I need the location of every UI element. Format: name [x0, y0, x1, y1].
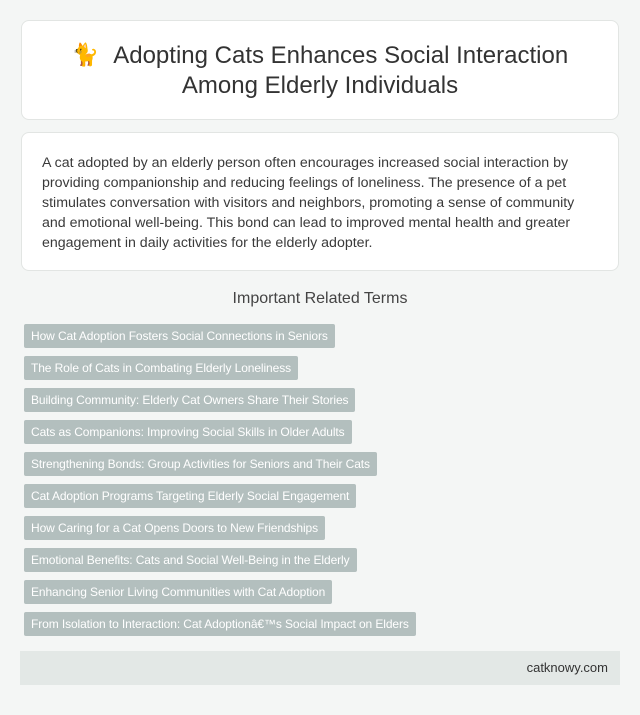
- related-term-link[interactable]: Emotional Benefits: Cats and Social Well-Being in the Elderly: [24, 548, 357, 572]
- related-terms-heading: Important Related Terms: [232, 290, 408, 307]
- related-term-link[interactable]: Enhancing Senior Living Communities with Cat Adoption: [24, 580, 332, 604]
- related-term-link[interactable]: Cat Adoption Programs Targeting Elderly Social Engagement: [24, 484, 356, 508]
- list-item: [24, 484, 416, 508]
- list-item: [24, 388, 416, 412]
- list-item: [24, 580, 416, 604]
- cat-face-icon: 🐈: [71, 41, 100, 67]
- related-term-link[interactable]: Building Community: Elderly Cat Owners Share Their Stories: [24, 388, 355, 412]
- list-item: [24, 356, 416, 380]
- footer-site-link[interactable]: catknowy.com: [526, 660, 608, 675]
- related-term-link[interactable]: How Cat Adoption Fosters Social Connections in Seniors: [24, 324, 335, 348]
- summary-card: [21, 132, 619, 271]
- list-item: [24, 548, 416, 572]
- list-item: [24, 516, 416, 540]
- title-card: [21, 20, 619, 120]
- related-term-link[interactable]: How Caring for a Cat Opens Doors to New Friendships: [24, 516, 325, 540]
- related-term-link[interactable]: Cats as Companions: Improving Social Skills in Older Adults: [24, 420, 352, 444]
- related-term-link[interactable]: The Role of Cats in Combating Elderly Loneliness: [24, 356, 298, 380]
- list-item: [24, 420, 416, 444]
- related-terms-list: [24, 324, 416, 644]
- related-term-link[interactable]: Strengthening Bonds: Group Activities for Seniors and Their Cats: [24, 452, 377, 476]
- footer: [20, 651, 620, 685]
- list-item: [24, 324, 416, 348]
- related-term-link[interactable]: From Isolation to Interaction: Cat Adoptionâ€™s Social Impact on Elders: [24, 612, 416, 636]
- summary-text: A cat adopted by an elderly person often encourages increased social interaction by providing companionship and reducing feelings of loneliness. The presence of a pet stimulates conversation with visitors and neighbors, promoting a sense of community and emotional well-being. This bond can lead to improved mental health and greater engagement in daily activities for the elderly adopter.: [42, 155, 575, 251]
- page-title: [52, 40, 588, 101]
- page-title-text: Adopting Cats Enhances Social Interaction Among Elderly Individuals: [113, 41, 569, 99]
- list-item: [24, 612, 416, 636]
- list-item: [24, 452, 416, 476]
